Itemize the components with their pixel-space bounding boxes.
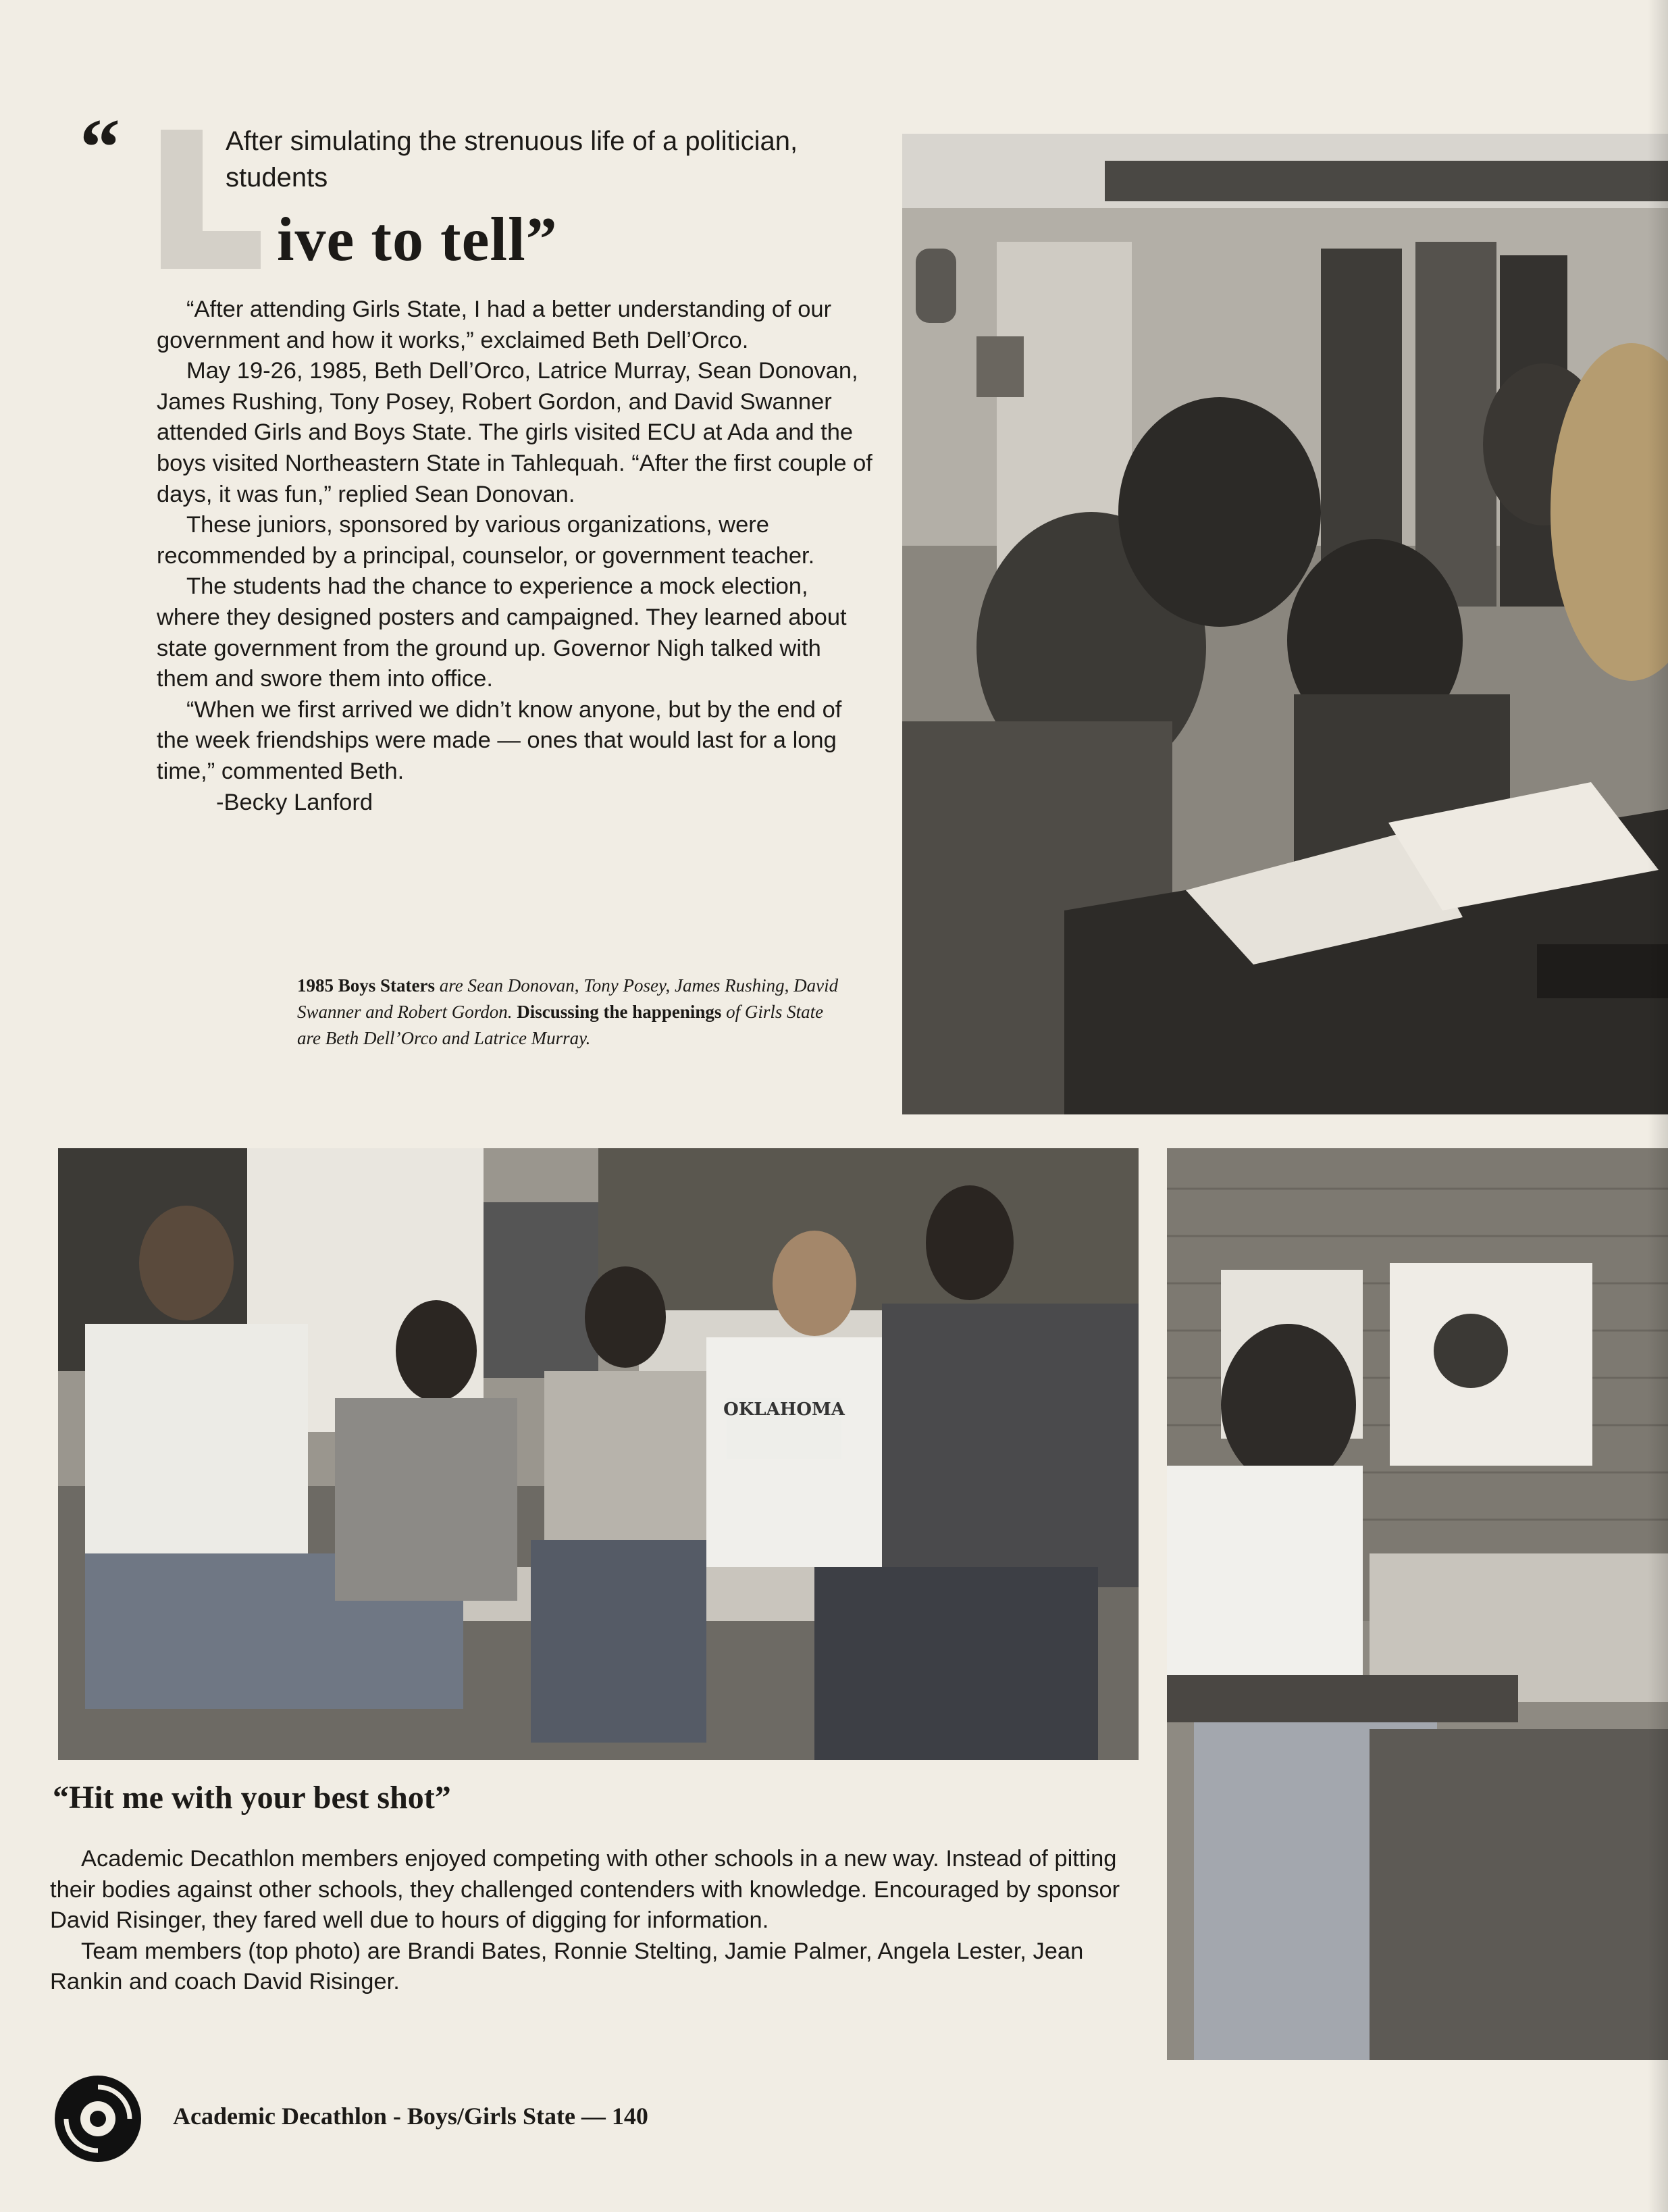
caption-text-boys: are Sean Donovan, Tony Posey, James Rushing, David Swanner and Robert Gordon.: [297, 975, 839, 1022]
article-body: [157, 294, 872, 818]
decathlon-paragraph: Team members (top photo) are Brandi Bates, Ronnie Stelting, Jamie Palmer, Angela Lester, Jean Rankin and coach David Risinger.: [50, 1938, 1084, 1995]
page-edge-shadow: [1648, 0, 1668, 2212]
article-byline: -Becky Lanford: [216, 789, 373, 815]
headline-title: ive to tell”: [277, 205, 558, 274]
library-photo: [902, 134, 1668, 1114]
caption-lead-boys: 1985 Boys Staters: [297, 975, 435, 996]
record-disc-icon: [53, 2074, 143, 2164]
shirt-oklahoma-text: OKLAHOMA: [723, 1399, 845, 1420]
boys-state-group-photo: [58, 1148, 1139, 1760]
article-paragraph: “After attending Girls State, I had a better understanding of our government and how it works,” exclaimed Beth Dell’Orco.: [157, 297, 832, 353]
headline-deck: After simulating the strenuous life of a politician, students: [226, 126, 798, 192]
article-paragraph: May 19-26, 1985, Beth Dell’Orco, Latrice Murray, Sean Donovan, James Rushing, Tony Posey, Robert Gordon, and David Swanner attended Girls and Boys State. The girls visited ECU at Ada and the boys visited Northeastern State in Tahlequah. “After the first couple of days, it was fun,” replied Sean Donovan.: [157, 358, 872, 507]
article-paragraph: These juniors, sponsored by various organizations, were recommended by a principal, counselor, or government teacher.: [157, 512, 815, 569]
caption-lead-girls: Discussing the happenings: [517, 1002, 722, 1022]
decathlon-body: [50, 1844, 1130, 1998]
caption-text-girls: of Girls State are Beth Dell’Orco and Latrice Murray.: [297, 1002, 824, 1048]
photo-caption: [297, 973, 851, 1052]
page-footer: Academic Decathlon - Boys/Girls State — 140: [173, 2103, 648, 2130]
decathlon-headline: “Hit me with your best shot”: [53, 1780, 451, 1816]
article-paragraph: “When we first arrived we didn’t know anyone, but by the end of the week friendships were made — ones that would last for a long time,” commented Beth.: [157, 696, 842, 784]
article-paragraph: The students had the chance to experience a mock election, where they designed posters and campaigned. They learned about state government from the ground up. Governor Nigh talked with them and swore them into office.: [157, 573, 847, 692]
girls-state-photo: [1167, 1148, 1668, 2060]
decathlon-paragraph: Academic Decathlon members enjoyed competing with other schools in a new way. Instead of pitting their bodies against other schools, they challenged contenders with knowledge. Encouraged by sponsor David Risinger, they fared well due to hours of digging for information.: [50, 1846, 1120, 1934]
open-quote-mark: “: [80, 102, 120, 192]
